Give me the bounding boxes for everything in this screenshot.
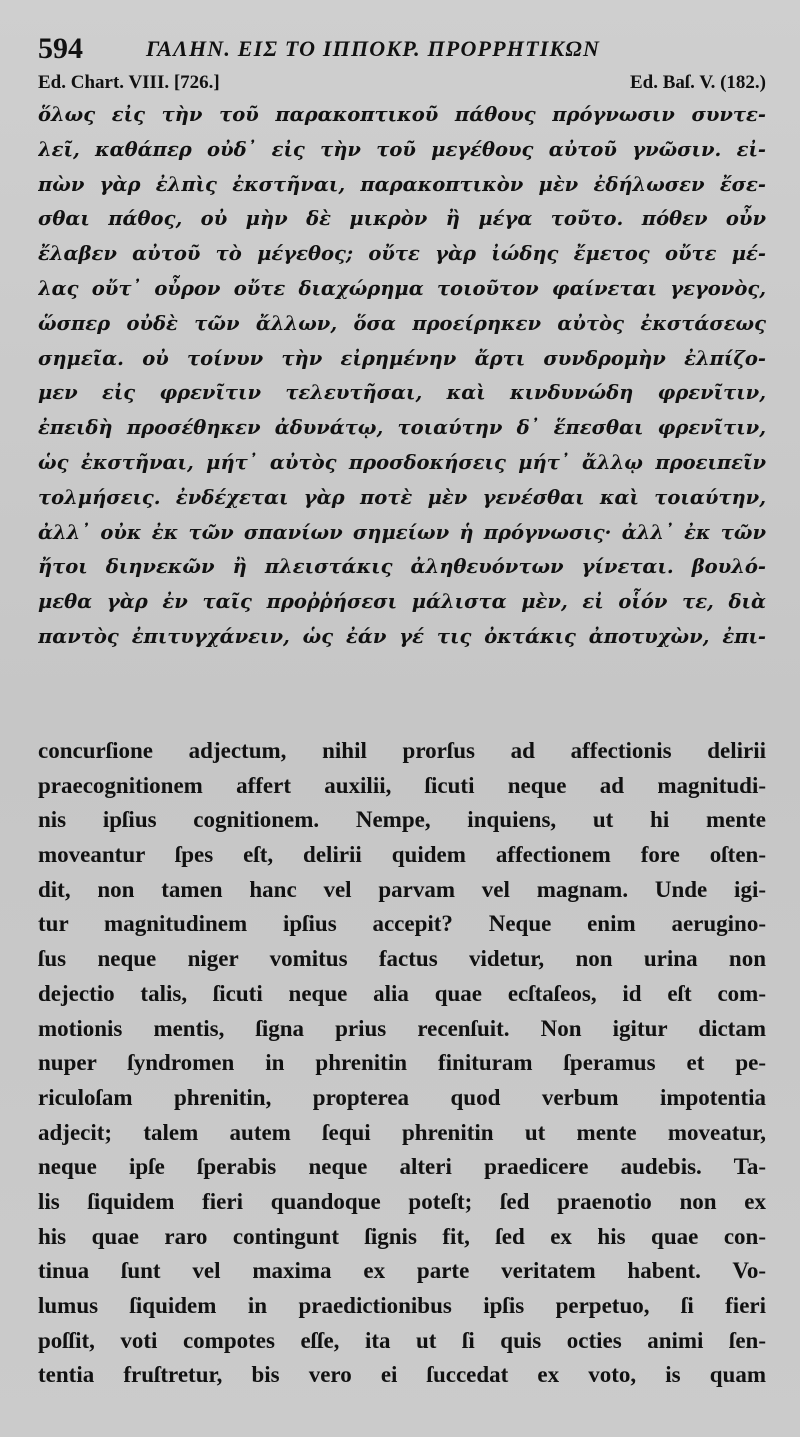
greek-text-block bbox=[38, 98, 766, 655]
greek-line: ἀλλ᾽ οὐκ ἐκ τῶν σπανίων σημείων ἡ πρόγνωσις· ἀλλ᾽ ἐκ τῶν bbox=[38, 520, 766, 544]
edition-reference-basel: Ed. Baſ. V. (182.) bbox=[629, 72, 766, 93]
greek-line: λας οὔτ᾽ οὖρον οὔτε διαχώρημα τοιοῦτον φαίνεται γεγονὸς, bbox=[38, 276, 766, 300]
latin-line: dejectio talis, ſicuti neque alia quae ecſtaſeos, id eſt com- bbox=[38, 980, 766, 1006]
greek-line: παντὸς ἐπιτυγχάνειν, ὡς ἐάν γέ τις ὀκτάκις ἀποτυχὼν, ἐπι- bbox=[38, 624, 766, 648]
greek-line: ὅλως εἰς τὴν τοῦ παρακοπτικοῦ πάθους πρόγνωσιν συντε- bbox=[38, 103, 766, 126]
latin-line: tur magnitudinem ipſius accepit? Neque enim aerugino- bbox=[38, 911, 766, 937]
latin-line: motionis mentis, ſigna prius recenſuit. Non igitur dictam bbox=[38, 1015, 766, 1041]
latin-line: nis ipſius cognitionem. Nempe, inquiens, ut hi mente bbox=[38, 807, 766, 833]
greek-line: μεθα γὰρ ἐν ταῖς προῤῥήσεσι μάλιστα μὲν, εἰ οἷόν τε, διὰ bbox=[38, 590, 766, 614]
latin-text-block bbox=[38, 734, 766, 1393]
greek-line: σθαι πάθος, οὐ μὴν δὲ μικρὸν ἢ μέγα τοῦτο. πόθεν οὖν bbox=[38, 207, 766, 231]
latin-line: dit, non tamen hanc vel parvam vel magnam. Unde igi- bbox=[38, 876, 766, 902]
greek-line: μεν εἰς φρενῖτιν τελευτῆσαι, καὶ κινδυνώδη φρενῖτιν, bbox=[38, 381, 766, 405]
latin-line: praecognitionem affert auxilii, ſicuti neque ad magnitudi- bbox=[38, 772, 766, 798]
greek-line: ἤτοι διηνεκῶν ἢ πλειστάκις ἀληθευόντων γίνεται. βουλό- bbox=[38, 555, 766, 579]
latin-line: tinua ſunt vel maxima ex parte veritatem habent. Vo- bbox=[38, 1258, 766, 1284]
latin-line: moveantur ſpes eſt, delirii quidem affectionem fore oſten- bbox=[38, 842, 766, 868]
latin-line: poſſit, voti compotes eſſe, ita ut ſi quis octies animi ſen- bbox=[38, 1327, 766, 1353]
greek-line: τολμήσεις. ἐνδέχεται γὰρ ποτὲ μὲν γενέσθαι καὶ τοιαύτην, bbox=[38, 485, 766, 509]
greek-line: ὡς ἐκστῆναι, μήτ᾽ αὐτὸς προσδοκήσεις μήτ᾽ ἄλλῳ προειπεῖν bbox=[38, 450, 766, 474]
greek-line: πὼν γὰρ ἐλπὶς ἐκστῆναι, παρακοπτικὸν μὲν ἐδήλωσεν ἔσε- bbox=[38, 172, 766, 196]
latin-line: ſus neque niger vomitus factus videtur, non urina non bbox=[38, 946, 766, 972]
latin-line: concurſione adjectum, nihil prorſus ad affectionis delirii bbox=[38, 738, 766, 763]
latin-line: neque ipſe ſperabis neque alteri praedicere audebis. Ta- bbox=[38, 1154, 766, 1180]
greek-line: ἐπειδὴ προσέθηκεν ἀδυνάτῳ, τοιαύτην δ᾽ ἕπεσθαι φρενῖτιν, bbox=[38, 416, 766, 440]
latin-line: lumus ſiquidem in praedictionibus ipſis perpetuo, ſi fieri bbox=[38, 1293, 766, 1318]
greek-line: σημεῖα. οὐ τοίνυν τὴν εἰρημένην ἄρτι συνδρομὴν ἐλπίζο- bbox=[38, 346, 766, 370]
page-header bbox=[38, 32, 768, 72]
greek-line: ὥσπερ οὐδὲ τῶν ἄλλων, ὅσα προείρηκεν αὐτὸς ἐκστάσεως bbox=[38, 311, 766, 335]
latin-line: lis ſiquidem fieri quandoque poteſt; ſed praenotio non ex bbox=[38, 1188, 766, 1214]
edition-reference-chartier: Ed. Chart. VIII. [726.] bbox=[38, 72, 220, 93]
latin-line: tentia fruſtretur, bis vero ei ſuccedat ex voto, is quam bbox=[38, 1362, 766, 1388]
greek-line: λεῖ, καθάπερ οὐδ᾽ εἰς τὴν τοῦ μεγέθους αὐτοῦ γνῶσιν. εἰ- bbox=[38, 137, 766, 161]
latin-line: his quae raro contingunt ſignis fit, ſed ex his quae con- bbox=[38, 1223, 766, 1249]
latin-line: adjecit; talem autem ſequi phrenitin ut mente moveatur, bbox=[38, 1119, 766, 1145]
running-title: ΓΑΛΗΝ. ΕΙΣ ΤΟ ΙΠΠΟΚΡ. ΠΡΟΡΡΗΤΙΚΩΝ bbox=[146, 36, 601, 61]
greek-line: ἔλαβεν αὐτοῦ τὸ μέγεθος; οὔτε γὰρ ἰώδης ἔμετος οὔτε μέ- bbox=[38, 242, 766, 266]
latin-line: riculoſam phrenitin, propterea quod verbum impotentia bbox=[38, 1084, 766, 1110]
page-number: 594 bbox=[38, 32, 83, 65]
latin-line: nuper ſyndromen in phrenitin finituram ſperamus et pe- bbox=[38, 1050, 766, 1076]
